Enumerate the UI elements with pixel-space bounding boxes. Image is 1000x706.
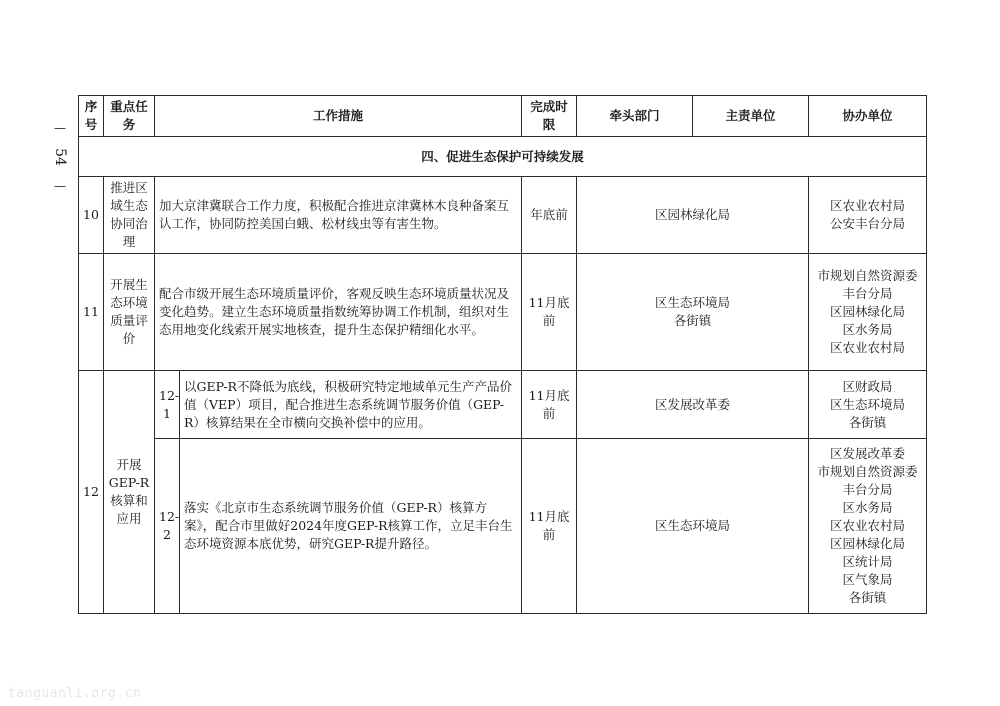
- row-10-dept-line: 区园林绿化局: [655, 207, 731, 222]
- row-12-1-assist: [809, 371, 927, 439]
- row-12-2-assist-line: 区水务局: [842, 500, 893, 515]
- row-12-2-assist-line: 区发展改革委: [830, 446, 906, 461]
- header-task: 重点任务: [104, 96, 155, 137]
- row-11-seq: 11: [79, 254, 104, 371]
- header-assist: 协办单位: [809, 96, 927, 137]
- row-10-assist-line: 区农业农村局: [830, 198, 906, 213]
- row-11-assist-line: 市规划自然资源委丰台分局: [817, 268, 918, 301]
- row-11-measure: 配合市级开展生态环境质量评价，客观反映生态环境质量状况及变化趋势。建立生态环境质量指数统筹协调工作机制，组织对生态用地变化线索开展实地核查，提升生态保护精细化水平。: [155, 254, 522, 371]
- row-10-deadline: 年底前: [522, 177, 577, 254]
- row-11-dept-line: 各街镇: [673, 313, 712, 328]
- row-12-1-deadline: 11月底前: [522, 371, 577, 439]
- table-row: [79, 254, 927, 371]
- row-12-2-assist-line: 市规划自然资源委: [817, 464, 918, 479]
- header-responsible: 主责单位: [693, 96, 809, 137]
- row-12-2-assist-line: 各街镇: [848, 590, 887, 605]
- row-12-task: 开展GEP-R核算和应用: [104, 371, 155, 614]
- row-10-assist: [809, 177, 927, 254]
- header-lead-dept: 牵头部门: [577, 96, 693, 137]
- row-11-deadline: 11月底前: [522, 254, 577, 371]
- row-12-2-measure: 落实《北京市生态系统调节服务价值（GEP-R）核算方案》，配合市里做好2024年度GEP-R核算工作，立足丰台生态环境资源本底优势，研究GEP-R提升路径。: [180, 439, 522, 614]
- row-12-2-deadline: 11月底前: [522, 439, 577, 614]
- row-12-2-assist: [809, 439, 927, 614]
- table-header-row: [79, 96, 927, 137]
- row-12-seq: 12: [79, 371, 104, 614]
- row-12-1-id: 12-1: [155, 371, 180, 439]
- row-10-dept: [577, 177, 809, 254]
- work-plan-table: [78, 95, 927, 614]
- row-12-2-assist-line: 区农业农村局: [830, 518, 906, 533]
- row-11-assist-line: 区水务局: [842, 322, 893, 337]
- header-seq: 序号: [79, 96, 104, 137]
- row-12-2-id: 12-2: [155, 439, 180, 614]
- watermark: tanguanli.org.cn: [8, 686, 142, 701]
- row-11-assist-line: 区农业农村局: [830, 340, 906, 355]
- table-row: [79, 439, 927, 614]
- page-number-dash-bottom: —: [54, 179, 66, 193]
- row-12-2-assist-line: 区统计局: [842, 554, 893, 569]
- row-12-1-dept-line: 区发展改革委: [655, 396, 731, 412]
- page-number-value: 54: [51, 148, 68, 166]
- row-11-dept: [577, 254, 809, 371]
- page-number-dash-top: —: [54, 121, 66, 135]
- row-12-1-assist-line: 各街镇: [848, 414, 887, 430]
- row-12-2-assist-line: 区园林绿化局: [830, 536, 906, 551]
- header-measures: 工作措施: [155, 96, 522, 137]
- row-12-2-assist-line: 丰台分局: [842, 482, 893, 497]
- row-12-2-dept-line: 区生态环境局: [655, 518, 731, 533]
- page-number: [48, 122, 72, 192]
- section-title: 四、促进生态保护可持续发展: [79, 137, 927, 177]
- row-11-assist-line: 区园林绿化局: [830, 304, 906, 319]
- row-12-1-dept: [577, 371, 809, 439]
- row-12-1-measure: 以GEP-R不降低为底线，积极研究特定地域单元生产产品价值（VEP）项目，配合推进生态系统调节服务价值（GEP-R）核算结果在全市横向交换补偿中的应用。: [180, 371, 522, 439]
- row-10-measure: 加大京津冀联合工作力度，积极配合推进京津冀林木良种备案互认工作，协同防控美国白蛾、松材线虫等有害生物。: [155, 177, 522, 254]
- row-10-assist-line: 公安丰台分局: [830, 216, 906, 231]
- row-11-assist: [809, 254, 927, 371]
- row-12-1-assist-line: 区生态环境局: [830, 396, 906, 412]
- row-10-seq: 10: [79, 177, 104, 254]
- row-12-1-assist-line: 区财政局: [842, 378, 893, 394]
- row-10-task: 推进区域生态协同治理: [104, 177, 155, 254]
- row-12-2-dept: [577, 439, 809, 614]
- table-row: [79, 371, 927, 439]
- table-row: [79, 177, 927, 254]
- row-11-dept-line: 区生态环境局: [655, 295, 731, 310]
- section-row: [79, 137, 927, 177]
- row-12-2-assist-line: 区气象局: [842, 572, 893, 587]
- row-11-task: 开展生态环境质量评价: [104, 254, 155, 371]
- header-deadline: 完成时限: [522, 96, 577, 137]
